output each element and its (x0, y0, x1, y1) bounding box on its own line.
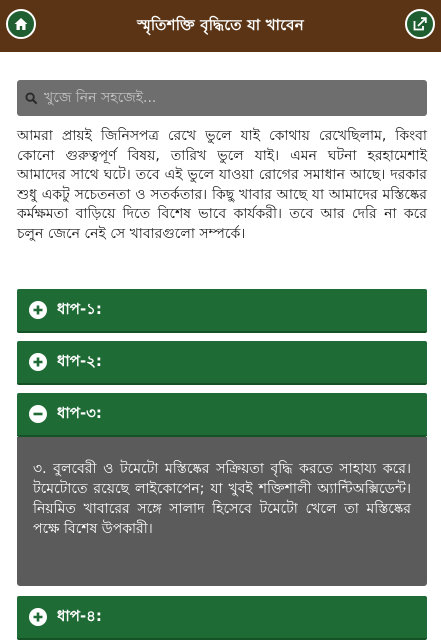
plus-icon (29, 353, 47, 371)
accordion-header-step-4[interactable] (17, 596, 427, 640)
app-bar (0, 0, 441, 52)
search-input[interactable] (44, 83, 427, 113)
share-button[interactable] (405, 9, 435, 39)
accordion-header-step-1[interactable] (17, 289, 427, 333)
plus-icon (29, 301, 47, 319)
accordion-label: ধাপ-১: (57, 299, 102, 318)
home-icon (13, 16, 29, 32)
search-bar (17, 80, 427, 116)
accordion-label: ধাপ-৩: (57, 403, 102, 422)
plus-icon (29, 608, 47, 626)
share-icon (412, 16, 428, 32)
accordion-panel-step-3 (17, 437, 427, 586)
minus-icon (29, 405, 47, 423)
accordion-label: ধাপ-৪: (57, 606, 102, 625)
home-button[interactable] (6, 9, 36, 39)
accordion-header-step-3[interactable] (17, 393, 427, 437)
accordion-label: ধাপ-২: (57, 351, 102, 370)
intro-paragraph: আমরা প্রায়ই জিনিসপত্র রেখে ভুলে যাই কোথায় রেখেছিলাম, কিংবা কোনো গুরুত্বপূর্ণ বিষয়, তারিখ ভুলে যাই। এমন ঘটনা হরহামেশাই আমাদের সাথে ঘটে। তবে এই ভুলে যাওয়া রোগের সমাধান আছে। দরকার শুধু একটু সচেতনতা ও সতর্কতার। কিছু খাবার আছে যা আমাদের মস্তিষ্কের কর্মক্ষমতা বাড়িয়ে দিতে বিশেষ ভাবে কার্যকরী। তবে আর দেরি না করে চলুন জেনে নেই সে খাবারগুলো সম্পর্কে। (17, 128, 427, 242)
accordion-content: ৩. বুলবেরী ও টমেটো মস্তিষ্কের সক্রিয়তা বৃদ্ধি করতে সাহায্য করে। টমেটোতে রয়েছে লাইকোপেন; যা খুবই শক্তিশালী অ্যান্টিঅক্সিডেন্ট। নিয়মিত খাবারের সঙ্গে সালাদ হিসেবে টমেটো খেলে তা মস্তিষ্কের পক্ষে বিশেষ উপকারী। (33, 461, 411, 537)
accordion-header-step-2[interactable] (17, 341, 427, 385)
search-icon (25, 92, 38, 105)
page-title: স্মৃতিশক্তি বৃদ্ধিতে যা খাবেন (137, 15, 304, 34)
